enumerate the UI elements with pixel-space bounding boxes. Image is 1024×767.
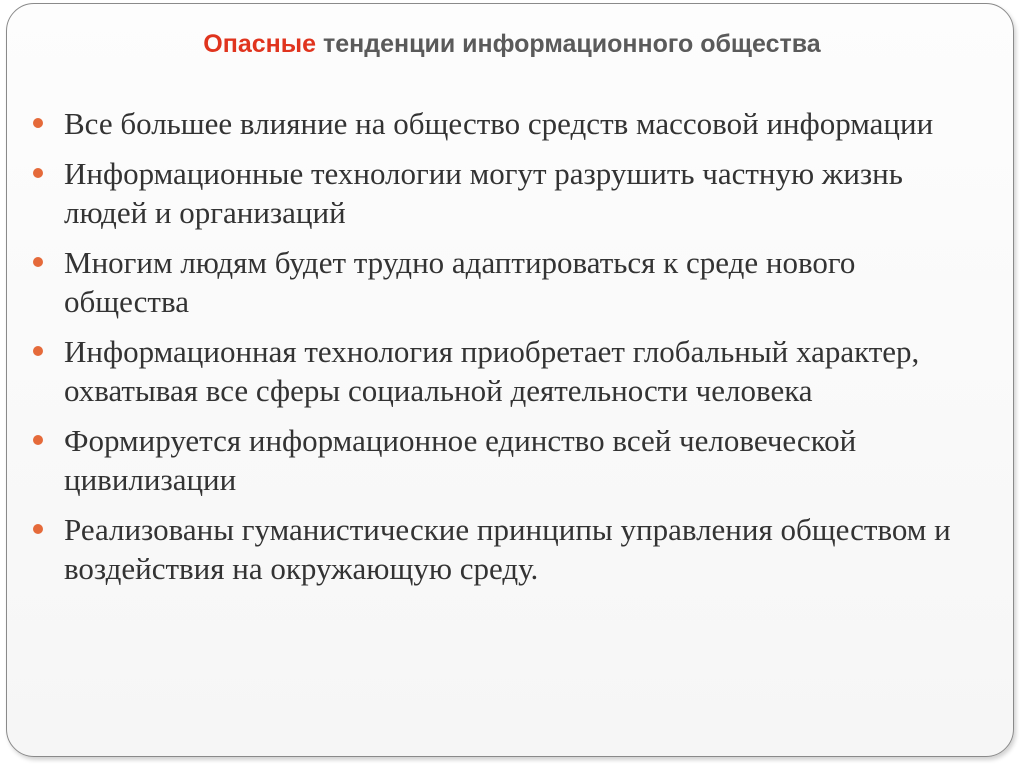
bullet-dot-icon bbox=[33, 168, 43, 178]
bullet-item bbox=[64, 510, 964, 588]
title-accent-word: Опасные bbox=[203, 30, 317, 58]
bullet-item bbox=[64, 421, 964, 499]
bullet-text: Информационные технологии могут разрушить частную жизнь людей и организаций bbox=[64, 156, 903, 230]
bullet-text: Информационная технология приобретает глобальный характер, охватывая все сферы социальной деятельности человека bbox=[64, 334, 920, 408]
bullet-item bbox=[64, 332, 964, 410]
bullet-text: Реализованы гуманистические принципы управления обществом и воздействия на окружающую среду. bbox=[64, 512, 951, 586]
bullet-text: Формируется информационное единство всей человеческой цивилизации bbox=[64, 423, 857, 497]
bullet-dot-icon bbox=[33, 346, 43, 356]
bullet-item bbox=[64, 154, 964, 232]
bullet-dot-icon bbox=[33, 524, 43, 534]
slide-title bbox=[0, 30, 1024, 59]
bullet-dot-icon bbox=[33, 118, 43, 128]
bullet-item bbox=[64, 243, 964, 321]
bullet-text: Многим людям будет трудно адаптироваться к среде нового общества bbox=[64, 245, 856, 319]
bullet-list bbox=[64, 104, 964, 599]
title-rest: тенденции информационного общества bbox=[316, 30, 821, 58]
bullet-dot-icon bbox=[33, 435, 43, 445]
bullet-dot-icon bbox=[33, 257, 43, 267]
bullet-text: Все большее влияние на общество средств массовой информации bbox=[64, 106, 934, 141]
bullet-item bbox=[64, 104, 964, 143]
